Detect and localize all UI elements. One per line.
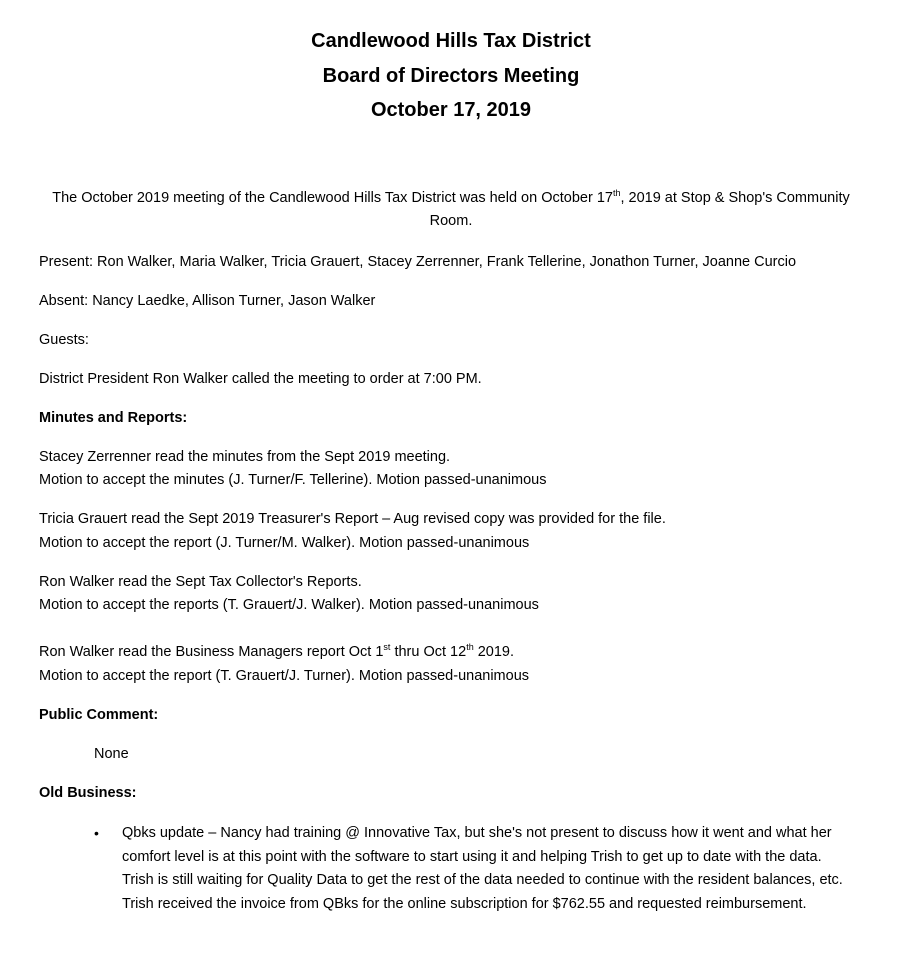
present-list: Present: Ron Walker, Maria Walker, Tricia Grauert, Stacey Zerrenner, Frank Tellerine, Jonathon Turner, Joanne Curcio [39,254,797,270]
intro-text-part1: The October 2019 meeting of the Candlewood Hills Tax District was held on October 17 [52,190,613,206]
intro-paragraph [40,187,862,233]
old-business-item-text: Qbks update – Nancy had training @ Innovative Tax, but she's not present to discuss how it went and what her comfort level is at this point with the software to start using it and helping Trish to get up to date with the data. Trish is still waiting for Quality Data to get the rest of the data needed to continue with the resident balances, etc. Trish received the invoice from QBks for the online subscription for $762.55 and requested reimbursement. [122,825,843,912]
title-meeting: Board of Directors Meeting [322,64,580,87]
bm-text-part1: Ron Walker read the Business Managers report Oct 1 [39,644,384,660]
minutes-motion-line: Motion to accept the minutes (J. Turner/F. Tellerine). Motion passed-unanimous [39,472,547,488]
tax-collector-report-line: Ron Walker read the Sept Tax Collector's Reports. [39,574,362,590]
tax-collector-motion-line: Motion to accept the reports (T. Grauert/J. Walker). Motion passed-unanimous [39,597,539,613]
minutes-reports-heading: Minutes and Reports: [39,410,188,426]
treasurer-report-line: Tricia Grauert read the Sept 2019 Treasurer's Report – Aug revised copy was provided for the file. [39,511,666,527]
absent-list: Absent: Nancy Laedke, Allison Turner, Jason Walker [39,293,376,309]
public-comment-body: None [94,746,129,762]
bullet-icon: • [94,825,99,841]
title-date: October 17, 2019 [370,99,532,121]
guests-label: Guests: [39,332,89,348]
treasurer-motion-line: Motion to accept the report (J. Turner/M. Walker). Motion passed-unanimous [39,535,530,551]
intro-text-part2: , 2019 at Stop & Shop's Community Room. [429,190,850,229]
document-title [0,24,902,128]
public-comment-heading: Public Comment: [39,707,159,723]
bm-superscript-1: st [383,642,391,653]
bm-text-part3: 2019. [473,644,515,660]
bm-superscript-2: th [466,642,474,653]
business-manager-motion-line: Motion to accept the report (T. Grauert/J. Turner). Motion passed-unanimous [39,668,530,684]
minutes-read-line: Stacey Zerrenner read the minutes from the Sept 2019 meeting. [39,449,451,465]
intro-superscript: th [612,188,621,199]
title-district: Candlewood Hills Tax District [311,30,591,52]
business-manager-report-line [39,642,514,662]
bm-text-part2: thru Oct 12 [390,644,467,660]
old-business-heading: Old Business: [39,785,137,801]
call-to-order: District President Ron Walker called the meeting to order at 7:00 PM. [39,371,482,387]
